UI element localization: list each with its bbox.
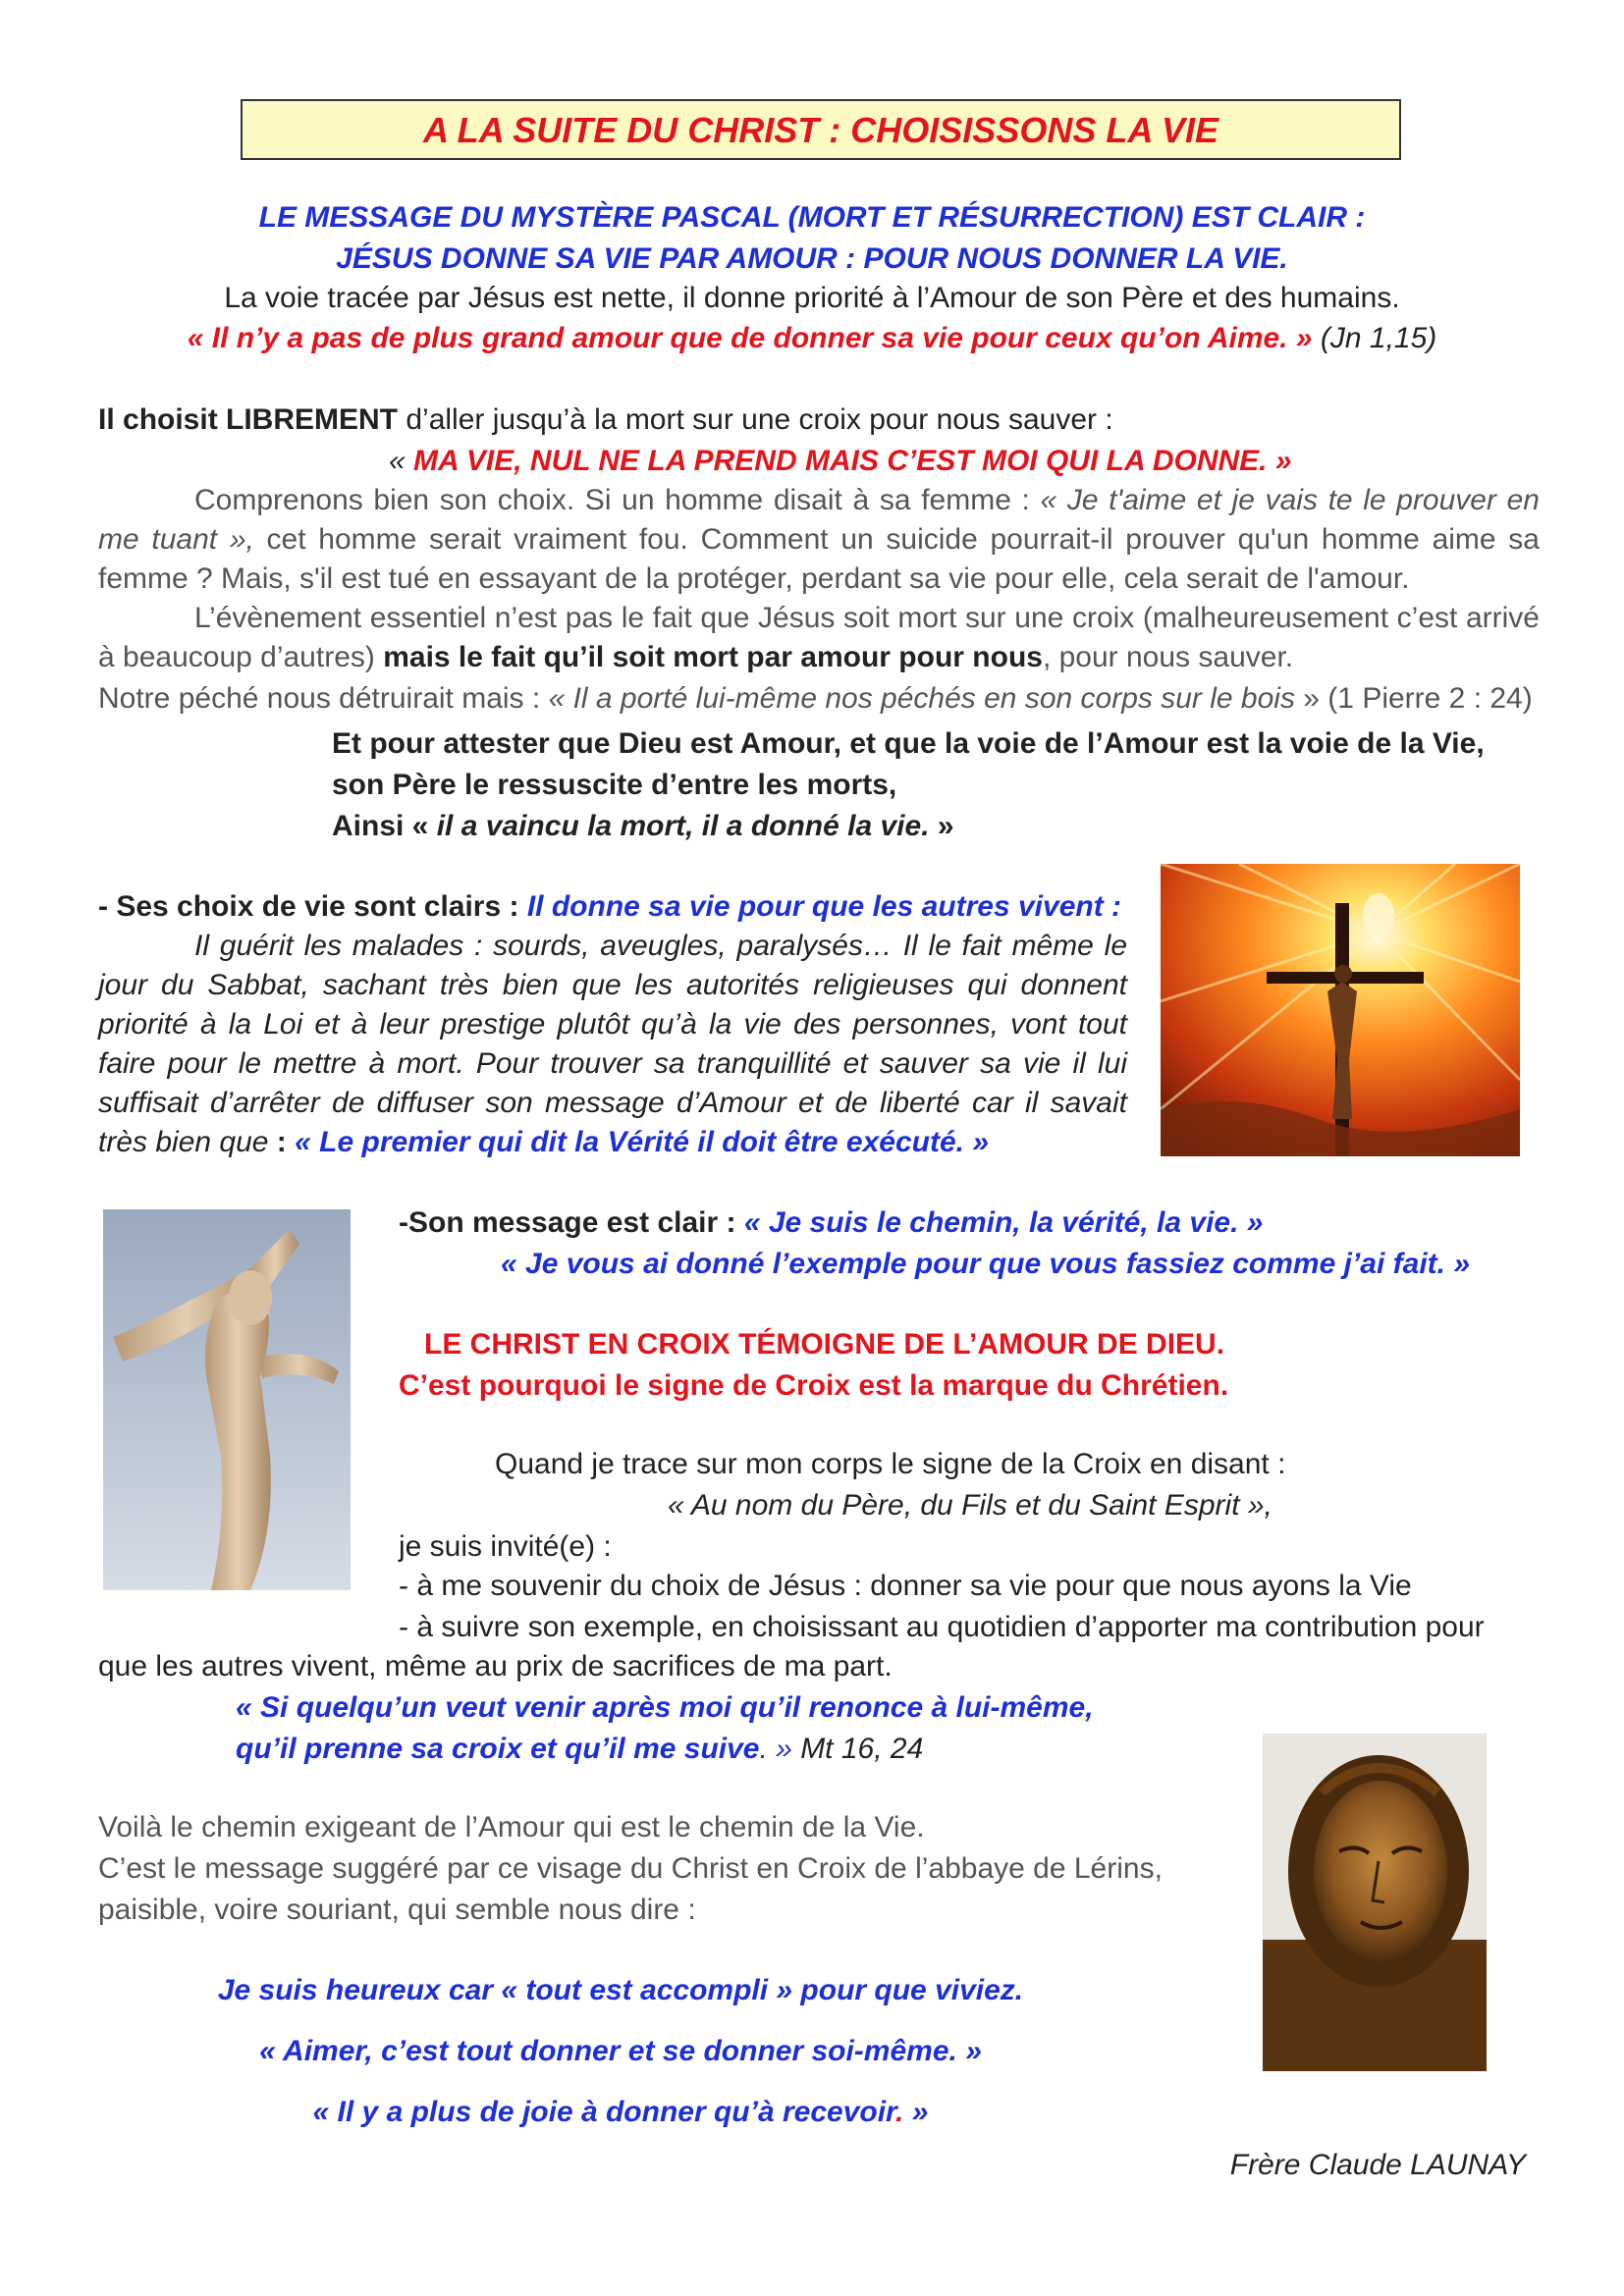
section1-bold-2: son Père le ressuscite d’entre les morts,: [332, 769, 897, 801]
section4-line-3: paisible, voire souriant, qui semble nous dire :: [98, 1894, 696, 1926]
section3-quote-4-line: qu’il prenne sa croix et qu’il me suive. » Mt 16, 24: [236, 1733, 924, 1765]
intro-line-3: La voie tracée par Jésus est nette, il donne priorité à l’Amour de son Père et des humains.: [224, 282, 1400, 314]
section1-lead-rest: d’aller jusqu’à la mort sur une croix pour nous sauver :: [398, 403, 1113, 436]
section3-quote-3: « Si quelqu’un veut venir après moi qu’il renonce à lui-même,: [236, 1691, 1094, 1724]
crucifix-painting-image: [1161, 864, 1520, 1156]
section2-paragraph: Il guérit les malades : sourds, aveugles, paralysés… Il le fait même le jour du Sabbat, sachant très bien que les autorités religieuses qui donnent priorité à la Loi et à leur prestige plutôt qu’à la vie des personnes, vont tout faire pour le mettre à mort. Pour trouver sa tranquillité et sauver sa vie il lui suffisait d’arrêter de diffuser son message d’Amour et de liberté car il savait très bien que : « Le premier qui dit la Vérité il doit être exécuté. »: [98, 930, 1127, 1158]
section1-lead-bold: Il choisit LIBREMENT: [98, 403, 399, 436]
section3-quote-2: « Je vous ai donné l’exemple pour que vous fassiez comme j’ai fait. »: [501, 1248, 1470, 1280]
section4-line-2: C’est le message suggéré par ce visage du Christ en Croix de l’abbaye de Lérins,: [98, 1852, 1163, 1885]
section1-lead: [98, 400, 1113, 440]
section4-line-1: Voilà le chemin exigeant de l’Amour qui est le chemin de la Vie.: [98, 1811, 925, 1843]
carved-face-icon: [1263, 1734, 1487, 2071]
signature: Frère Claude LAUNAY: [1229, 2149, 1526, 2181]
section1-quote: MA VIE, NUL NE LA PREND MAIS C’EST MOI QUI LA DONNE. »: [413, 445, 1292, 477]
section3-line-4: - à me souvenir du choix de Jésus : donner sa vie pour que nous ayons la Vie: [399, 1570, 1412, 1602]
section3-line-1: Quand je trace sur mon corps le signe de la Croix en disant :: [495, 1448, 1286, 1480]
section4-quote-3: « Il y a plus de joie à donner qu’à recevoir. »: [312, 2096, 929, 2128]
section3-line-6: que les autres vivent, même au prix de sacrifices de ma part.: [98, 1650, 893, 1682]
section3-lead: -Son message est clair : « Je suis le chemin, la vérité, la vie. »: [399, 1206, 1264, 1239]
section3-red-2: C’est pourquoi le signe de Croix est la marque du Chrétien.: [399, 1369, 1229, 1402]
intro-ref: (Jn 1,15): [1320, 322, 1437, 354]
section3-line-2: « Au nom du Père, du Fils et du Saint Esprit »,: [668, 1489, 1272, 1522]
section1-quote-line: [389, 442, 1292, 481]
section1-paragraph-1: Comprenons bien son choix. Si un homme disait à sa femme : « Je t'aime et je vais te le prouver en me tuant », cet homme serait vraiment fou. Comment un suicide pourrait-il prouver qu'un homme aime sa femme ? Mais, s'il est tué en essayant de la protéger, perdant sa vie pour elle, cela serait de l'amour.: [98, 484, 1540, 595]
section1-bold-3: Ainsi « il a vaincu la mort, il a donné la vie. »: [332, 810, 954, 842]
crucifix-sunburst-icon: [1161, 864, 1520, 1156]
page-title: A LA SUITE DU CHRIST : CHOISISSONS LA VIE: [422, 110, 1219, 150]
section3-red-1: LE CHRIST EN CROIX TÉMOIGNE DE L’AMOUR DE DIEU.: [424, 1328, 1225, 1361]
section4-quote-1: Je suis heureux car « tout est accompli » pour que viviez.: [217, 1974, 1024, 2006]
wooden-crucifix-image: [103, 1209, 351, 1590]
carved-christ-face-image: [1263, 1734, 1487, 2071]
wooden-crucifix-icon: [103, 1209, 351, 1590]
section1-paragraph-2: L’évènement essentiel n’est pas le fait que Jésus soit mort sur une croix (malheureusement c’est arrivé à beaucoup d’autres) mais le fait qu’il soit mort par amour pour nous, pour nous sauver.: [98, 602, 1540, 673]
section1-bold-1: Et pour attester que Dieu est Amour, et que la voie de l’Amour est la voie de la Vie,: [332, 727, 1485, 760]
section4-quote-2: « Aimer, c’est tout donner et se donner soi-même. »: [259, 2035, 982, 2067]
intro-line-1: LE MESSAGE DU MYSTÈRE PASCAL (MORT ET RÉSURRECTION) EST CLAIR :: [258, 201, 1366, 234]
title-box: [241, 99, 1401, 160]
section3-line-3: je suis invité(e) :: [399, 1530, 612, 1563]
section1-quote-open: «: [389, 445, 414, 477]
intro-quote-line: [98, 319, 1526, 358]
section1-paragraph-3: Notre péché nous détruirait mais : « Il a porté lui-même nos péchés en son corps sur le bois » (1 Pierre 2 : 24): [98, 682, 1533, 715]
intro-line-2: JÉSUS DONNE SA VIE PAR AMOUR : POUR NOUS DONNER LA VIE.: [336, 242, 1288, 275]
section3-line-5: - à suivre son exemple, en choisissant au quotidien d’apporter ma contribution pour: [399, 1611, 1485, 1643]
section2-lead: - Ses choix de vie sont clairs : Il donne sa vie pour que les autres vivent :: [98, 890, 1122, 923]
intro-quote: « Il n’y a pas de plus grand amour que de donner sa vie pour ceux qu’on Aime. »: [187, 322, 1313, 354]
